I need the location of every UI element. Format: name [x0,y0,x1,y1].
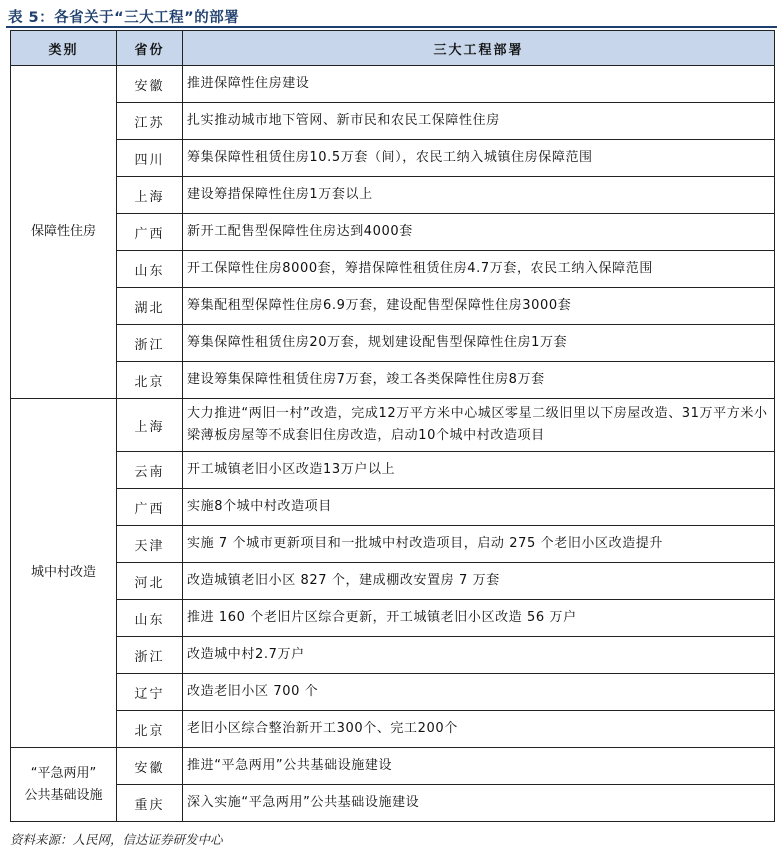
province-cell: 上海 [117,177,183,214]
table-row [11,637,775,674]
table-row [11,600,775,637]
deployment-cell: 建设筹措保障性住房1万套以上 [183,177,775,214]
deployment-cell: 实施 7 个城市更新项目和一批城中村改造项目，启动 275 个老旧小区改造提升 [183,526,775,563]
category-cell: 保障性住房 [11,66,117,399]
category-line: “平急两用” [30,765,97,781]
province-cell: 山东 [117,251,183,288]
deployment-cell: 改造城镇老旧小区 827 个，建成棚改安置房 7 万套 [183,563,775,600]
title-rule [6,26,777,28]
deployment-cell: 深入实施“平急两用”公共基础设施建设 [183,785,775,822]
table-row [11,563,775,600]
deployment-cell: 筹集保障性租赁住房20万套，规划建设配售型保障性住房1万套 [183,325,775,362]
table-row [11,526,775,563]
province-cell: 河北 [117,563,183,600]
table-row [11,214,775,251]
table-row [11,748,775,785]
province-cell: 北京 [117,711,183,748]
table-row [11,452,775,489]
deployment-cell: 大力推进“两旧一村”改造，完成12万平方米中心城区零星二级旧里以下房屋改造、31万平方米小梁薄板房屋等不成套旧住房改造，启动10个城中村改造项目 [183,399,775,452]
deployment-cell: 建设筹集保障性租赁住房7万套，竣工各类保障性住房8万套 [183,362,775,399]
table-row [11,325,775,362]
province-cell: 山东 [117,600,183,637]
table-row [11,177,775,214]
deployment-cell: 老旧小区综合整治新开工300个、完工200个 [183,711,775,748]
table-title: 表 5：各省关于“三大工程”的部署 [8,10,240,26]
table-row [11,140,775,177]
category-line: 公共基础设施 [24,787,103,803]
province-cell: 广西 [117,489,183,526]
deployment-cell: 推进保障性住房建设 [183,66,775,103]
table-row [11,251,775,288]
header-category: 类别 [11,31,117,66]
table-row [11,399,775,452]
deployment-cell: 筹集配租型保障性住房6.9万套，建设配售型保障性住房3000套 [183,288,775,325]
deployment-cell: 推进 160 个老旧片区综合更新，开工城镇老旧小区改造 56 万户 [183,600,775,637]
table-row [11,785,775,822]
table-row [11,674,775,711]
category-cell: 城中村改造 [11,399,117,748]
province-cell: 重庆 [117,785,183,822]
deployment-cell: 推进“平急两用”公共基础设施建设 [183,748,775,785]
deployment-cell: 开工保障性住房8000套，筹措保障性租赁住房4.7万套，农民工纳入保障范围 [183,251,775,288]
province-cell: 云南 [117,452,183,489]
table-header-row [11,31,775,66]
header-province: 省份 [117,31,183,66]
table-row [11,362,775,399]
source-note: 资料来源：人民网，信达证券研发中心 [10,832,223,847]
deployment-cell: 改造城中村2.7万户 [183,637,775,674]
deployment-cell: 筹集保障性租赁住房10.5万套（间），农民工纳入城镇住房保障范围 [183,140,775,177]
deployment-cell: 实施8个城中村改造项目 [183,489,775,526]
deployment-cell: 开工城镇老旧小区改造13万户以上 [183,452,775,489]
province-cell: 北京 [117,362,183,399]
province-cell: 安徽 [117,66,183,103]
deployment-cell: 扎实推动城市地下管网、新市民和农民工保障性住房 [183,103,775,140]
table-row [11,489,775,526]
table-row [11,288,775,325]
deployment-cell: 新开工配售型保障性住房达到4000套 [183,214,775,251]
category-cell [11,748,117,822]
table-row [11,103,775,140]
province-cell: 广西 [117,214,183,251]
province-cell: 天津 [117,526,183,563]
table-row [11,66,775,103]
province-cell: 四川 [117,140,183,177]
province-cell: 安徽 [117,748,183,785]
province-cell: 上海 [117,399,183,452]
header-deployment: 三大工程部署 [183,31,775,66]
table-row [11,711,775,748]
province-cell: 辽宁 [117,674,183,711]
province-cell: 湖北 [117,288,183,325]
province-cell: 江苏 [117,103,183,140]
deployment-table [10,30,775,822]
province-cell: 浙江 [117,637,183,674]
deployment-cell: 改造老旧小区 700 个 [183,674,775,711]
province-cell: 浙江 [117,325,183,362]
